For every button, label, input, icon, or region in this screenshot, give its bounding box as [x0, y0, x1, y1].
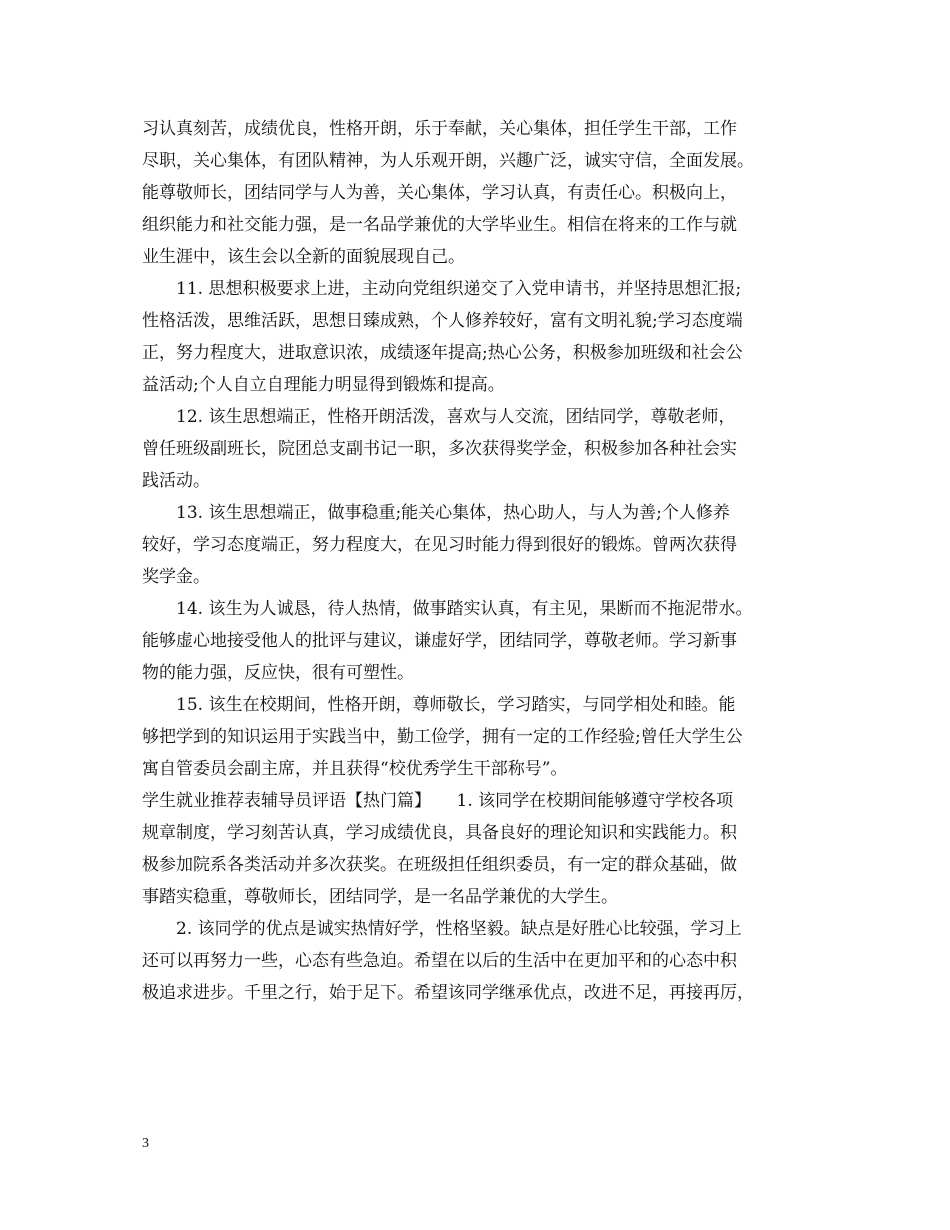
- text-line: 正，努力程度大，进取意识浓，成绩逐年提高;热心公务，积极参加班级和社会公: [142, 343, 743, 363]
- text-line: 业生涯中，该生会以全新的面貌展现自己。: [142, 247, 465, 267]
- paragraph-start-14: 14. 该生为人诚恳，待人热情，做事踏实认真，有主见，果断而不拖泥带水。: [176, 599, 753, 619]
- paragraph-start-11: 11. 思想积极要求上进，主动向党组织递交了入党申请书，并坚持思想汇报;: [176, 279, 742, 299]
- text-line: 还可以再努力一些，心态有些急迫。希望在以后的生活中在更加平和的心态中积: [142, 951, 737, 971]
- section-heading-line: 学生就业推荐表辅导员评语【热门篇】 1. 该同学在校期间能够遵守学校各项: [142, 791, 734, 811]
- paragraph-start-15: 15. 该生在校期间，性格开朗，尊师敬长，学习踏实，与同学相处和睦。能: [176, 695, 736, 715]
- text-line: 够把学到的知识运用于实践当中，勤工俭学，拥有一定的工作经验;曾任大学生公: [142, 727, 743, 747]
- text-line: 组织能力和社交能力强，是一名品学兼优的大学毕业生。相信在将来的工作与就: [142, 215, 737, 235]
- text-line: 物的能力强，反应快，很有可塑性。: [142, 663, 414, 683]
- text-line: 能尊敬师长，团结同学与人为善，关心集体，学习认真，有责任心。积极向上，: [142, 183, 737, 203]
- text-line: 寓自管委员会副主席，并且获得“校优秀学生干部称号”。: [142, 759, 568, 779]
- paragraph-start-13: 13. 该生思想端正，做事稳重;能关心集体，热心助人，与人为善;个人修养: [176, 503, 730, 523]
- text-line: 极参加院系各类活动并多次获奖。在班级担任组织委员，有一定的群众基础，做: [142, 855, 737, 875]
- text-line: 益活动;个人自立自理能力明显得到锻炼和提高。: [142, 375, 505, 395]
- text-line: 习认真刻苦，成绩优良，性格开朗，乐于奉献，关心集体，担任学生干部，工作: [142, 119, 737, 139]
- text-line: 极追求进步。千里之行，始于足下。希望该同学继承优点，改进不足，再接再厉，: [142, 983, 754, 1003]
- text-line: 能够虚心地接受他人的批评与建议，谦虚好学，团结同学，尊敬老师。学习新事: [142, 631, 737, 651]
- text-line: 奖学金。: [142, 567, 210, 587]
- text-line: 规章制度，学习刻苦认真，学习成绩优良，具备良好的理论知识和实践能力。积: [142, 823, 737, 843]
- text-line: 较好，学习态度端正，努力程度大，在见习时能力得到很好的锻炼。曾两次获得: [142, 535, 737, 555]
- paragraph-start-12: 12. 该生思想端正，性格开朗活泼，喜欢与人交流，团结同学，尊敬老师，: [176, 407, 736, 427]
- text-line: 践活动。: [142, 471, 210, 491]
- text-line: 曾任班级副班长，院团总支副书记一职，多次获得奖学金，积极参加各种社会实: [142, 439, 737, 459]
- text-line: 尽职，关心集体，有团队精神，为人乐观开朗，兴趣广泛，诚实守信，全面发展。: [142, 151, 754, 171]
- paragraph-start-2: 2. 该同学的优点是诚实热情好学，性格坚毅。缺点是好胜心比较强，学习上: [176, 919, 742, 939]
- page-number: 3: [142, 1136, 149, 1151]
- text-line: 性格活泼，思维活跃，思想日臻成熟，个人修养较好，富有文明礼貌;学习态度端: [142, 311, 743, 331]
- body-text: [142, 113, 832, 1009]
- text-line: 事踏实稳重，尊敬师长，团结同学，是一名品学兼优的大学生。: [142, 887, 618, 907]
